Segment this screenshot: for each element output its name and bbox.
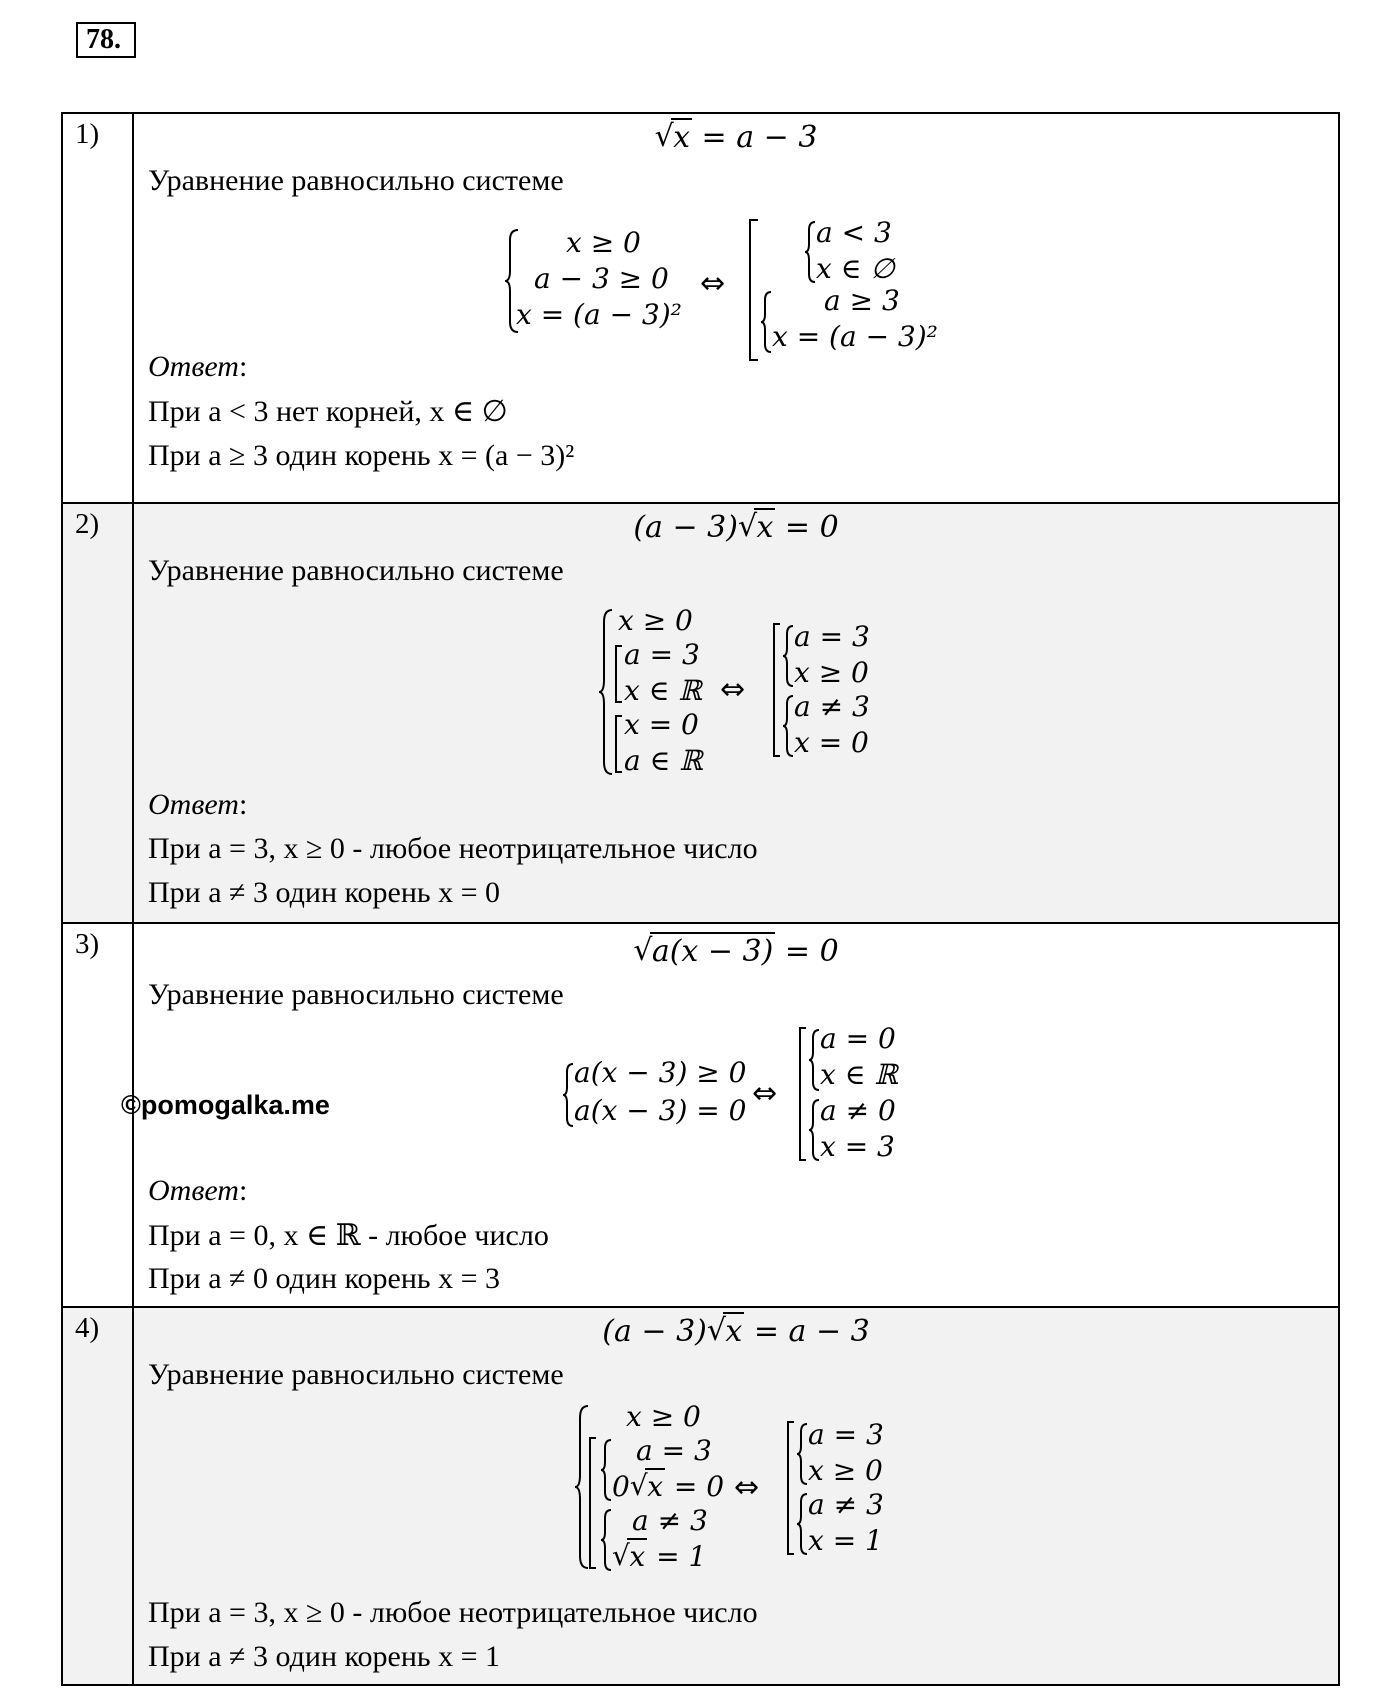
solution-row-4 [62, 1307, 1339, 1685]
answer-line: При a < 3 нет корней, x ∈ ∅ [148, 395, 508, 428]
bracket-icon [748, 218, 760, 362]
left-brace-icon [598, 608, 614, 776]
left-brace-icon [796, 1422, 808, 1486]
equation: √ x = a − 3 [134, 120, 1338, 155]
intro-text: Уравнение равносильно системе [148, 1358, 564, 1391]
equation: √ a(x − 3) = 0 [134, 934, 1338, 969]
bracket-icon [614, 644, 624, 704]
iff-symbol: ⇔ [734, 1470, 760, 1505]
equivalence-system: a(x − 3) ≥ 0 a(x − 3) = 0 ⇔ a = 0 x ∈ ℝ a ≠ 0 x = 3 [562, 1020, 962, 1170]
left-brace-icon [600, 1438, 612, 1502]
iff-symbol: ⇔ [700, 266, 726, 301]
task-number: 78. [76, 22, 136, 58]
left-brace-icon [782, 624, 794, 688]
equivalence-system: x ≥ 0 a = 3 x ∈ ℝ x = 0 a ∈ ℝ ⇔ a = 3 x ≥ 0 a ≠ 3 x = 0 [598, 604, 958, 784]
answer-label: Ответ: [148, 1174, 248, 1207]
left-brace-icon [796, 1492, 808, 1556]
answer-line: При a ≠ 3 один корень x = 1 [148, 1640, 501, 1673]
intro-text: Уравнение равносильно системе [148, 978, 564, 1011]
equivalence-system: x ≥ 0 a − 3 ≥ 0 x = (a − 3)² ⇔ a < 3 x ∈ ∅ a ≥ 3 x = (a − 3)² [504, 226, 1064, 376]
row-content [133, 503, 1339, 923]
equivalence-system: x ≥ 0 a = 3 0√ x = 0 a ≠ 3 √ x = 1 ⇔ a = 3 x ≥ 0 a ≠ 3 x = 1 [574, 1400, 974, 1580]
answer-label: Ответ: [148, 788, 248, 821]
bracket-icon [588, 1436, 598, 1570]
answer-line: При a ≠ 0 один корень x = 3 [148, 1262, 501, 1295]
iff-symbol: ⇔ [752, 1076, 778, 1111]
left-brace-icon [600, 1508, 612, 1572]
solution-row-2 [62, 503, 1339, 923]
answer-label: Ответ: [148, 350, 248, 383]
equation: (a − 3)√ x = a − 3 [134, 1314, 1338, 1349]
answer-line: При a ≠ 3 один корень x = 0 [148, 876, 501, 909]
answer-line: При a ≥ 3 один корень x = (a − 3)² [148, 439, 575, 472]
row-label: 1) [62, 113, 133, 503]
answer-line: При a = 0, x ∈ ℝ - любое число [148, 1219, 549, 1252]
intro-text: Уравнение равносильно системе [148, 554, 564, 587]
bracket-icon [786, 1420, 796, 1556]
row-label: 4) [62, 1307, 133, 1685]
answer-line: При a = 3, x ≥ 0 - любое неотрицательное число [148, 1596, 758, 1629]
watermark: ©pomogalka.me [121, 1090, 330, 1120]
bracket-icon [614, 714, 624, 774]
left-brace-icon [760, 290, 772, 354]
bracket-icon [798, 1026, 808, 1162]
bracket-icon [772, 622, 782, 758]
left-brace-icon [562, 1062, 574, 1128]
left-brace-icon [808, 1098, 820, 1162]
iff-symbol: ⇔ [720, 672, 746, 707]
left-brace-icon [804, 220, 816, 284]
row-label: 3) [62, 923, 133, 1307]
left-brace-icon [782, 694, 794, 758]
equation: (a − 3)√ x = 0 [134, 510, 1338, 545]
row-label: 2) [62, 503, 133, 923]
row-content [133, 1307, 1339, 1685]
answer-line: При a = 3, x ≥ 0 - любое неотрицательное число [148, 832, 758, 865]
left-brace-icon [808, 1028, 820, 1092]
row-content [133, 113, 1339, 503]
intro-text: Уравнение равносильно системе [148, 164, 564, 197]
solutions-table [61, 112, 1340, 1686]
solution-row-1 [62, 113, 1339, 503]
